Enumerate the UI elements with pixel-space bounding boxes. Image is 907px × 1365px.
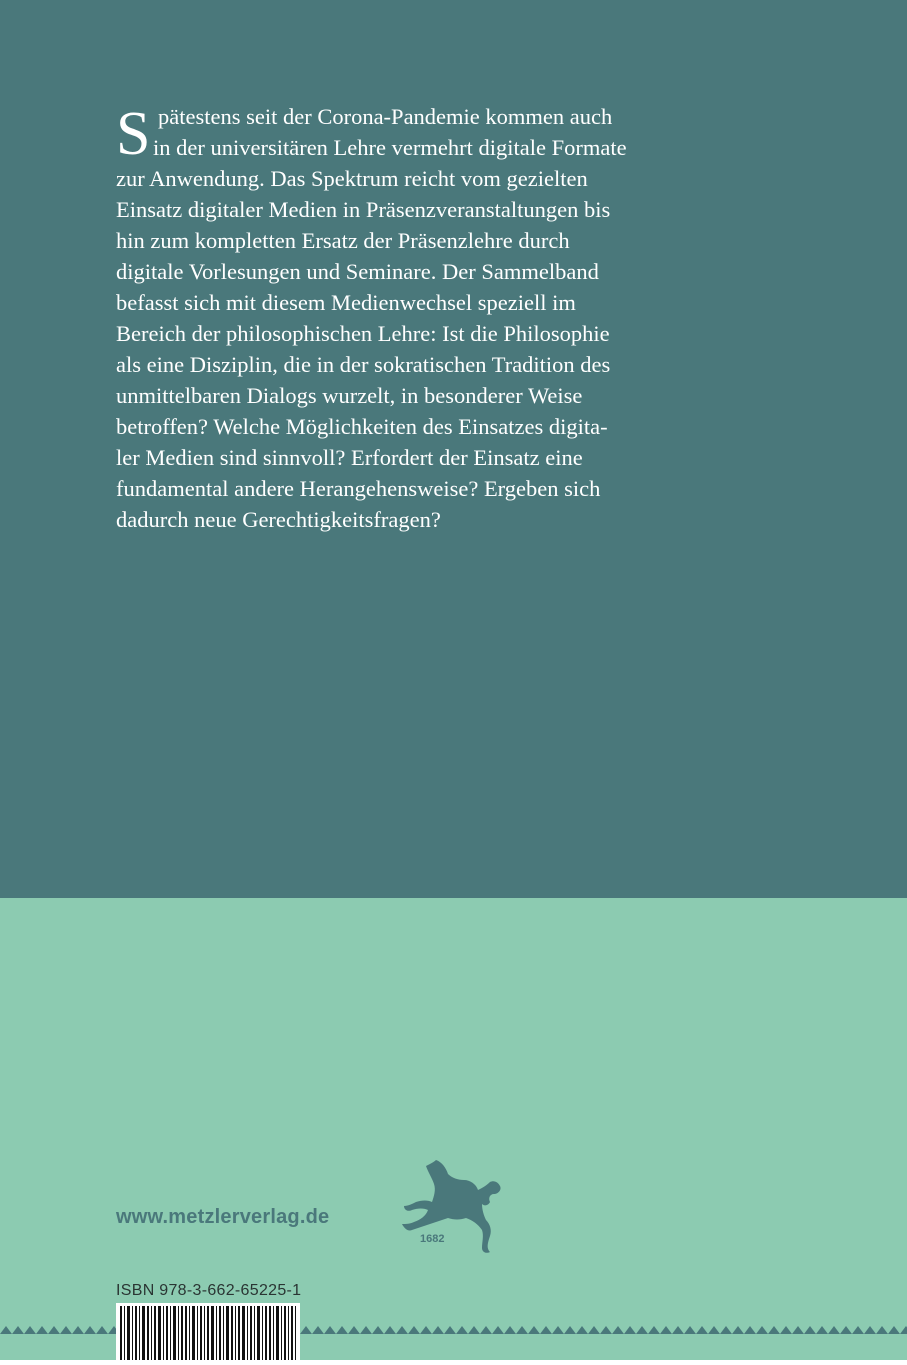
blurb-line: als eine Disziplin, die in der sokratischen Tradition des: [116, 352, 611, 377]
isbn-label: ISBN 978-3-662-65225-1: [116, 1282, 302, 1299]
blurb-line: Einsatz digitaler Medien in Präsenzveranstaltungen bis: [116, 197, 611, 222]
logo-year: 1682: [420, 1233, 445, 1245]
blurb-line: pätestens seit der Corona-Pandemie kommen auch: [158, 104, 613, 129]
barcode-bars: [116, 1303, 300, 1360]
publisher-url[interactable]: www.metzlerverlag.de: [116, 1206, 330, 1228]
blurb-line: digitale Vorlesungen und Seminare. Der Sammelband: [116, 259, 599, 284]
blurb-line: betroffen? Welche Möglichkeiten des Einsatzes digita-: [116, 414, 608, 439]
drop-cap: S: [116, 100, 151, 168]
blurb-line: dadurch neue Gerechtigkeitsfragen?: [116, 507, 441, 532]
barcode: [116, 1303, 300, 1360]
blurb-line: Bereich der philosophischen Lehre: Ist die Philosophie: [116, 321, 610, 346]
horse-icon: [398, 1158, 508, 1258]
blurb-line: ler Medien sind sinnvoll? Erfordert der Einsatz eine: [116, 445, 583, 470]
blurb-line: befasst sich mit diesem Medienwechsel speziell im: [116, 290, 576, 315]
blurb-line: unmittelbaren Dialogs wurzelt, in besonderer Weise: [116, 383, 583, 408]
blurb-line: fundamental andere Herangehensweise? Ergeben sich: [116, 476, 601, 501]
blurb-line: in der universitären Lehre vermehrt digitale Formate: [153, 135, 627, 160]
blurb-line: zur Anwendung. Das Spektrum reicht vom gezielten: [116, 166, 588, 191]
blurb-line: hin zum kompletten Ersatz der Präsenzlehre durch: [116, 228, 570, 253]
